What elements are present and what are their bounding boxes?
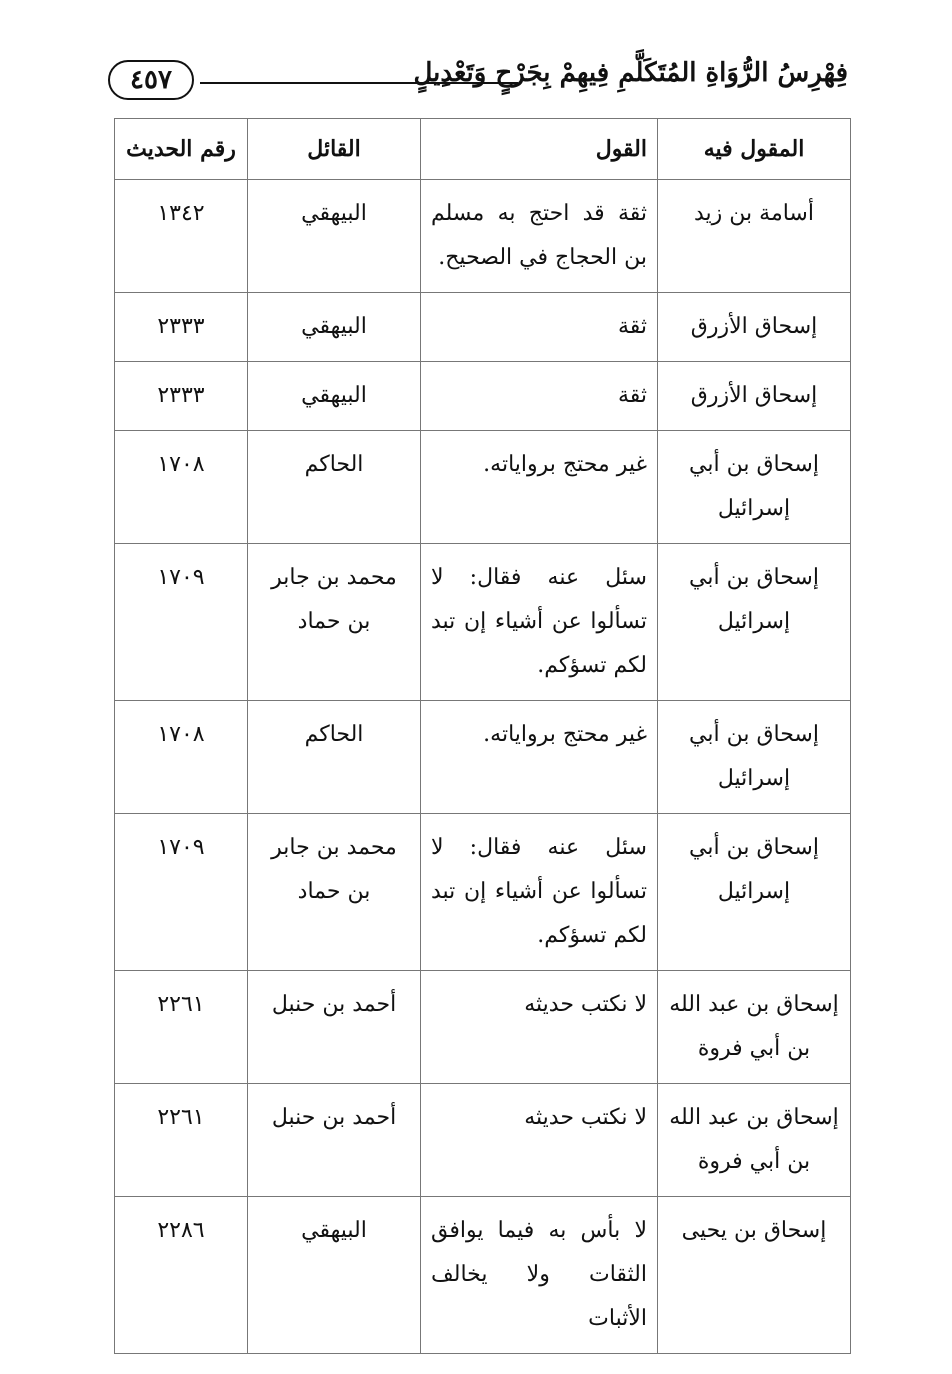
table-row (115, 431, 851, 544)
cell-hadith-number: ٢٢٨٦ (115, 1197, 248, 1354)
cell-subject: إسحاق بن أبي إسرائيل (658, 701, 851, 814)
cell-speaker: البيهقي (248, 1197, 421, 1354)
column-header-statement: القول (421, 119, 658, 180)
cell-subject: إسحاق بن عبد الله بن أبي فروة (658, 971, 851, 1084)
cell-hadith-number: ١٧٠٨ (115, 431, 248, 544)
cell-subject: إسحاق بن أبي إسرائيل (658, 814, 851, 971)
table-row (115, 544, 851, 701)
page-number: ٤٥٧ (108, 60, 194, 100)
cell-speaker: محمد بن جابر بن حماد (248, 544, 421, 701)
table-row (115, 814, 851, 971)
cell-hadith-number: ٢٣٣٣ (115, 362, 248, 431)
cell-statement: ثقة (421, 362, 658, 431)
cell-hadith-number: ١٧٠٩ (115, 544, 248, 701)
running-title: فِهْرِسُ الرُّوَاةِ المُتَكَلَّمِ فِيهِمْ بِجَرْحٍ وَتَعْدِيلٍ (413, 58, 848, 88)
cell-statement: لا نكتب حديثه (421, 1084, 658, 1197)
cell-statement: غير محتج برواياته. (421, 701, 658, 814)
table-row (115, 293, 851, 362)
cell-speaker: البيهقي (248, 180, 421, 293)
cell-hadith-number: ١٧٠٩ (115, 814, 248, 971)
cell-statement: غير محتج برواياته. (421, 431, 658, 544)
cell-speaker: محمد بن جابر بن حماد (248, 814, 421, 971)
table-row (115, 701, 851, 814)
column-header-hadith-number: رقم الحديث (115, 119, 248, 180)
cell-speaker: أحمد بن حنبل (248, 1084, 421, 1197)
table-row (115, 971, 851, 1084)
header-rule (200, 82, 518, 84)
cell-statement: ثقة قد احتج به مسلم بن الحجاج في الصحيح. (421, 180, 658, 293)
cell-subject: إسحاق الأزرق (658, 293, 851, 362)
cell-hadith-number: ٢٢٦١ (115, 1084, 248, 1197)
cell-statement: سئل عنه فقال: لا تسألوا عن أشياء إن تبد لكم تسؤكم. (421, 814, 658, 971)
cell-subject: أسامة بن زيد (658, 180, 851, 293)
cell-hadith-number: ٢٣٣٣ (115, 293, 248, 362)
table-row (115, 180, 851, 293)
cell-hadith-number: ١٣٤٢ (115, 180, 248, 293)
table-row (115, 1084, 851, 1197)
cell-subject: إسحاق بن عبد الله بن أبي فروة (658, 1084, 851, 1197)
column-header-speaker: القائل (248, 119, 421, 180)
cell-hadith-number: ١٧٠٨ (115, 701, 248, 814)
table-row (115, 1197, 851, 1354)
cell-speaker: الحاكم (248, 431, 421, 544)
table-row (115, 362, 851, 431)
column-header-subject: المقول فيه (658, 119, 851, 180)
table-body (115, 180, 851, 1354)
cell-statement: لا نكتب حديثه (421, 971, 658, 1084)
cell-speaker: البيهقي (248, 362, 421, 431)
narrators-table (114, 118, 851, 1354)
cell-statement: سئل عنه فقال: لا تسألوا عن أشياء إن تبد لكم تسؤكم. (421, 544, 658, 701)
cell-subject: إسحاق بن يحيى (658, 1197, 851, 1354)
cell-speaker: البيهقي (248, 293, 421, 362)
cell-hadith-number: ٢٢٦١ (115, 971, 248, 1084)
cell-statement: ثقة (421, 293, 658, 362)
cell-statement: لا بأس به فيما يوافق الثقات ولا يخالف الأثبات (421, 1197, 658, 1354)
page-header (108, 58, 848, 106)
cell-subject: إسحاق بن أبي إسرائيل (658, 544, 851, 701)
cell-subject: إسحاق بن أبي إسرائيل (658, 431, 851, 544)
cell-speaker: الحاكم (248, 701, 421, 814)
cell-subject: إسحاق الأزرق (658, 362, 851, 431)
cell-speaker: أحمد بن حنبل (248, 971, 421, 1084)
table-header-row (115, 119, 851, 180)
